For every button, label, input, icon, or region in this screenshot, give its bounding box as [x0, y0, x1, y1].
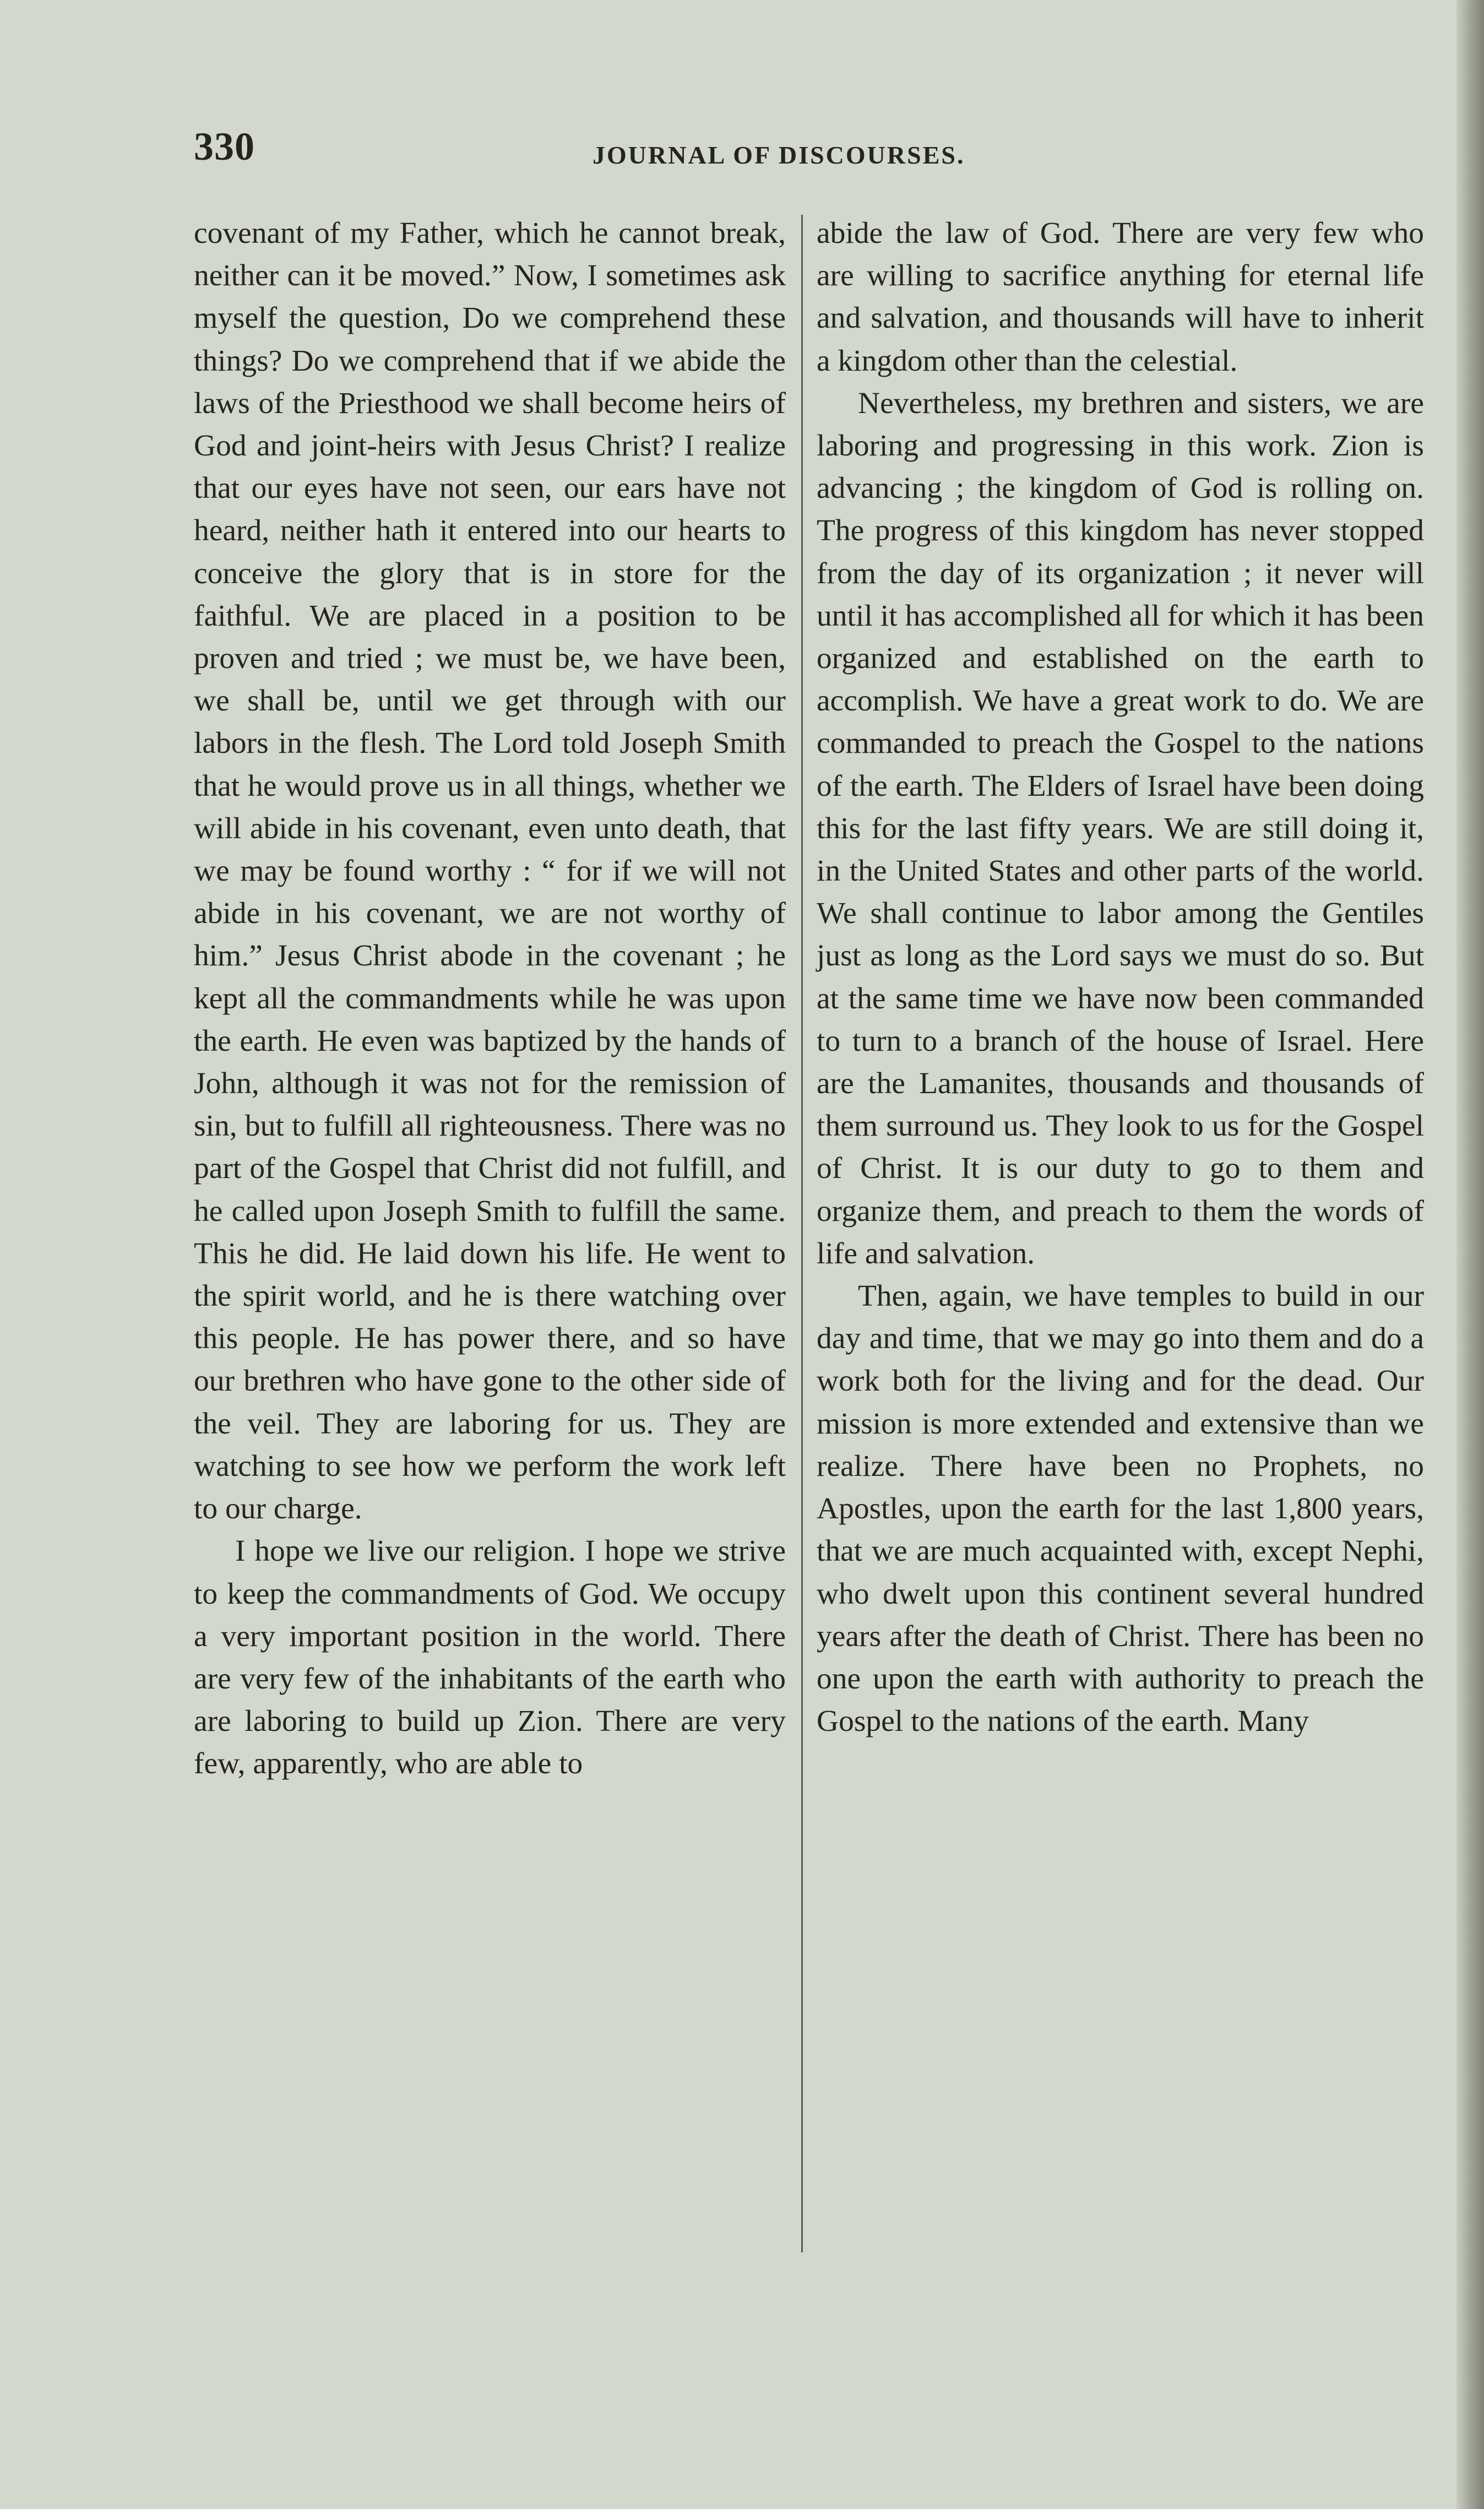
- page-number: 330: [194, 124, 255, 169]
- left-column: [194, 212, 786, 1785]
- left-paragraph-2: I hope we live our religion. I hope we strive to keep the commandments of God. We occupy a very important position in the world. There are very few of the inhabitants of the earth who are laboring to build up Zion. There are very few, apparently, who are able to: [194, 1534, 786, 1781]
- right-paragraph-3: Then, again, we have temples to build in our day and time, that we may go into them and do a work both for the living and for the dead. Our mission is more extended and extensive than we realize. There have been no Prophets, no Apostles, upon the earth for the last 1,800 years, that we are much acquainted with, except Nephi, who dwelt upon this continent several hundred years after the death of Christ. There has been no one upon the earth with authority to preach the Gospel to the nations of the earth. Many: [817, 1279, 1424, 1739]
- page-binding-edge: [1456, 0, 1484, 2509]
- page-header: [194, 124, 1430, 173]
- right-paragraph-2: Nevertheless, my brethren and sisters, we are laboring and progressing in this work. Zion is advancing ; the kingdom of God is rolling on. The progress of this kingdom has never stopped from the day of its organization ; it never will until it has accomplished all for which it has been organized and established on the earth to accomplish. We have a great work to do. We are commanded to preach the Gospel to the nations of the earth. The Elders of Israel have been doing this for the last fifty years. We are still doing it, in the United States and other parts of the world. We shall continue to labor among the Gentiles just as long as the Lord says we must do so. But at the same time we have now been commanded to turn to a branch of the house of Israel. Here are the Lamanites, thousands and thousands of them surround us. They look to us for the Gospel of Christ. It is our duty to go to them and organize them, and preach to them the words of life and salvation.: [817, 386, 1424, 1270]
- right-paragraph-1: abide the law of God. There are very few who are willing to sacrifice anything for eternal life and salvation, and thousands will have to inherit a kingdom other than the celestial.: [817, 216, 1424, 378]
- left-paragraph-1: covenant of my Father, which he cannot break, neither can it be moved.” Now, I sometimes ask myself the question, Do we comprehend these things? Do we comprehend that if we abide the laws of the Priesthood we shall become heirs of God and joint-heirs with Jesus Christ? I realize that our eyes have not seen, our ears have not heard, neither hath it entered into our hearts to conceive the glory that is in store for the faithful. We are placed in a position to be proven and tried ; we must be, we have been, we shall be, until we get through with our labors in the flesh. The Lord told Joseph Smith that he would prove us in all things, whether we will abide in his covenant, even unto death, that we may be found worthy : “ for if we will not abide in his covenant, we are not worthy of him.” Jesus Christ abode in the covenant ; he kept all the commandments while he was upon the earth. He even was baptized by the hands of John, although it was not for the remission of sin, but to fulfill all righteousness. There was no part of the Gospel that Christ did not fulfill, and he called upon Joseph Smith to fulfill the same. This he did. He laid down his life. He went to the spirit world, and he is there watching over this people. He has power there, and so have our brethren who have gone to the other side of the veil. They are laboring for us. They are watching to see how we perform the work left to our charge.: [194, 216, 786, 1526]
- running-head: JOURNAL OF DISCOURSES.: [592, 141, 965, 169]
- right-column: [817, 212, 1424, 1742]
- column-divider: [801, 215, 803, 2252]
